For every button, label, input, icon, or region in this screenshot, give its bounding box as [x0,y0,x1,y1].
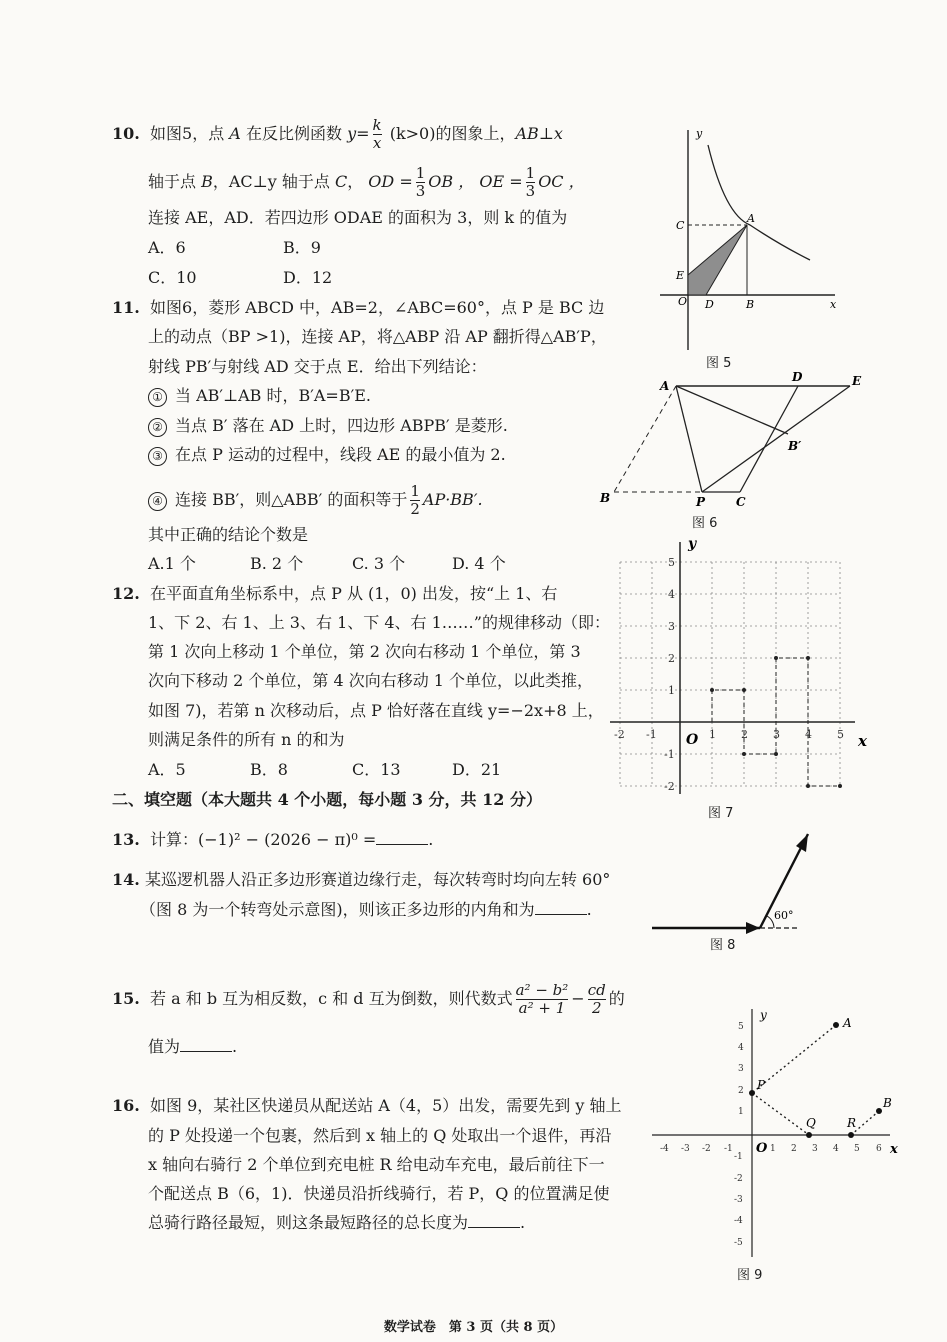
q10-option: C．10 [148,268,197,287]
fig5-label-d: D [705,298,714,311]
fig6-label-a: A [660,379,670,393]
q11-number: 11. [112,298,140,317]
q16-number: 16. [112,1096,140,1115]
fig7-ytick: -1 [664,748,675,761]
q16-line: 16. 如图 9，某社区快递员从配送站 A（4，5）出发，需要先到 y 轴上 [112,1096,622,1115]
fig9-ytick: -2 [734,1174,743,1184]
fig7-caption: 图 7 [708,806,734,821]
q11-conclusion-1: ① 当 AB′⊥AB 时，B′A=B′E. [148,386,371,407]
fig9-ytick: 2 [738,1086,744,1096]
fig9-label-y: y [760,1008,767,1022]
q10-oc: OC ， [538,172,585,191]
q15-number: 15. [112,989,140,1008]
fig7-xtick: -2 [614,728,625,741]
q16-answer-blank[interactable] [468,1213,520,1228]
fig9-ytick: 5 [738,1022,744,1032]
fig9-xtick: 5 [854,1144,860,1154]
fig6-label-d: D [792,372,803,384]
fig9-ytick: -3 [734,1195,743,1205]
page-footer: 数学试卷 第 3 页（共 8 页） [383,1320,564,1335]
fig5-label-a: A [747,212,755,225]
q10-option: A．6 [148,238,186,257]
q10-point-c: C [334,172,348,191]
fig7-ytick: 4 [668,588,675,601]
q12-number: 12. [112,584,140,603]
q10-y-eq: y= [347,124,370,143]
q10-point-b: B [201,172,213,191]
q10-line2: 轴于点 B，AC⊥y 轴于点 C， OD = $\frac{1}{3}$ OB ， OE = $\frac{1}{3}$ OC ， [148,164,585,200]
q10-od: OD = [368,172,413,191]
q12-option: D．21 [452,760,502,779]
q13-line: 13. 计算：(−1)² − (2026 − π)⁰ = . [112,830,434,849]
fig9-ytick: 4 [738,1043,744,1053]
fig6-label-b: B [600,491,611,505]
q12-line: 则满足条件的所有 n 的和为 [148,730,345,749]
fig6-label-c: C [736,495,746,509]
q10-ob: OB ， [428,172,475,191]
q16-line: x 轴向右骑行 2 个单位到充电桩 R 给电动车充电，最后前往下一 [148,1155,605,1174]
q11-option: C. 3 个 [352,554,406,573]
q13-number: 13. [112,830,140,849]
section-heading: 二、填空题（本大题共 4 个小题，每小题 3 分，共 12 分） [112,790,542,809]
q10-frac-od: $\frac{1}{3}$ [415,164,426,200]
fig7-ytick: 2 [668,652,675,665]
fig9-label-x: x [890,1142,898,1157]
q12-line: 第 1 次向上移动 1 个单位，第 2 次向右移动 1 个单位，第 3 [148,642,581,661]
fig9-xtick: -1 [724,1144,733,1154]
q11-conclusion-3: ③ 在点 P 运动的过程中，线段 AE 的最小值为 2. [148,445,506,466]
q10-option: D．12 [283,268,333,287]
fig7-xtick: 3 [773,728,780,741]
q13-text: 计算：(−1)² − (2026 − π)⁰ = [150,830,377,849]
fig9-label-r: R [847,1116,857,1130]
q10-condition: (k>0)的图象上， [389,124,516,143]
fig9-label-o: O [756,1141,768,1156]
fig5-label-c: C [676,219,685,232]
fig9-label-p: P [757,1078,766,1092]
fig6-label-p: P [696,495,706,509]
q11-conclusion-2: ② 当点 B′ 落在 AD 上时，四边形 ABPB′ 是菱形. [148,416,508,437]
q11-option: D. 4 个 [452,554,506,573]
fig5-label-e: E [676,269,685,282]
figure-7 [600,532,880,802]
q12-option: C．13 [352,760,401,779]
fig9-label-b: B [883,1096,892,1110]
q12-option: B．8 [250,760,288,779]
q12-line: 次向下移动 2 个单位，第 4 次向右移动 1 个单位，以此类推， [148,671,594,690]
fig5-label-y: y [696,127,703,140]
q16-line: 的 P 处投递一个包裹，然后到 x 轴上的 Q 处取出一个退件，再沿 [148,1126,612,1145]
q15-line1: 15. 若 a 和 b 互为相反数，c 和 d 互为倒数，则代数式 $\frac{\text{a² − b²}}{\text{a² + 1}}$ − $\frac{cd}{2}$ 的 [112,981,625,1017]
q10-point-a: A [229,124,241,143]
q10-line1 [112,117,563,152]
fig7-ytick: 3 [668,620,675,633]
fig9-xtick: 4 [833,1144,839,1154]
fig7-xtick: 2 [741,728,748,741]
q12-option: A．5 [148,760,186,779]
q10-number: 10. [112,124,140,143]
fig7-label-x: x [858,732,867,750]
figure-5 [650,125,850,365]
q10-option: B．9 [283,238,321,257]
fig5-label-b: B [746,298,755,311]
fig7-ytick: 1 [668,684,675,697]
q10-text: 在反比例函数 [245,124,342,143]
fig7-xtick: -1 [646,728,657,741]
q10-perp: AB⊥x [515,124,563,143]
figure-6 [598,372,868,512]
q14-text: 某巡逻机器人沿正多边形赛道边缘行走，每次转弯时均向左转 60° [144,870,611,889]
q14-answer-blank[interactable] [535,900,587,915]
fig9-xtick: 3 [812,1144,818,1154]
fig6-label-e: E [852,374,862,388]
fig9-xtick: 2 [791,1144,797,1154]
fig7-xtick: 4 [805,728,812,741]
figure-8 [648,828,828,938]
fig9-xtick: -2 [702,1144,711,1154]
q11-option: A.1 个 [148,554,196,573]
fig7-label-y: y [688,536,697,552]
fig5-label-o: O [678,295,688,308]
q11-line3: 射线 PB′与射线 AD 交于点 E．给出下列结论： [148,357,487,376]
q11-line2: 上的动点（BP >1)，连接 AP，将△ABP 沿 AP 翻折得△AB′P， [148,327,607,346]
fig9-ytick: 3 [738,1064,744,1074]
fig9-xtick: -4 [660,1144,669,1154]
q12-line: 如图 7)，若第 n 次移动后，点 P 恰好落在直线 y=−2x+8 上， [148,701,604,720]
q10-line3: 连接 AE，AD．若四边形 ODAE 的面积为 3，则 k 的值为 [148,208,568,227]
q12-line: 1、下 2、右 1、上 3、右 1、下 4、右 1……”的规律移动（即： [148,613,610,632]
q11-option: B. 2 个 [250,554,304,573]
fig9-xtick: -3 [681,1144,690,1154]
fig9-xtick: 6 [876,1144,882,1154]
fig7-ytick: 5 [668,556,675,569]
q15-line2: 值为 . [148,1037,238,1056]
fig7-xtick: 5 [837,728,844,741]
fig9-ytick: -1 [734,1152,743,1162]
q16-line: 个配送点 B（6，1)．快递员沿折线骑行，若 P，Q 的位置满足使 [148,1184,610,1203]
q11-text: 如图6，菱形 ABCD 中，AB=2，∠ABC=60°，点 P 是 BC 边 [150,298,605,317]
fig5-label-x: x [830,298,837,311]
fig7-xtick: 1 [709,728,716,741]
q10-oe: OE = [479,172,523,191]
q11-line1 [112,298,604,318]
fig6-label-b-prime: B′ [788,439,802,453]
q14-line2: （图 8 为一个转弯处示意图)，则该正多边形的内角和为 . [140,900,592,919]
fig9-xtick: 1 [770,1144,776,1154]
fig7-ytick: -2 [664,780,675,793]
q15-answer-blank[interactable] [180,1037,232,1052]
fig9-label-a: A [843,1016,852,1030]
q13-answer-blank[interactable] [376,830,428,845]
q10-text: 如图5，点 [150,124,225,143]
fig9-ytick: -4 [734,1216,743,1226]
q16-line: 总骑行路径最短，则这条最短路径的总长度为 . [148,1213,526,1232]
fig6-caption: 图 6 [692,516,718,531]
fig8-angle-label: 60° [774,909,794,922]
q10-fraction: $\frac{k}{x}$ [372,116,382,152]
q10-text: 轴于点 [148,172,197,191]
fig5-caption: 图 5 [706,356,732,371]
q11-ask: 其中正确的结论个数是 [148,525,309,544]
q10-frac-oe: $\frac{1}{3}$ [525,164,536,200]
fig8-caption: 图 8 [710,938,736,953]
fig9-ytick: -5 [734,1238,743,1248]
q14-number: 14. [112,870,140,889]
q11-conclusion-4: ④ 连接 BB′，则△ABB′ 的面积等于 $\frac{1}{2}$ AP·BB′. [148,483,483,518]
q14-line1 [112,870,610,890]
q12-text: 在平面直角坐标系中，点 P 从 (1，0) 出发，按“上 1、右 [150,584,558,603]
fig9-caption: 图 9 [737,1268,763,1283]
fig9-ytick: 1 [738,1107,744,1117]
fig7-label-o: O [686,732,699,748]
figure-9 [650,1005,900,1267]
q10-text: ，AC⊥y 轴于点 [212,172,330,191]
q12-line [112,584,557,604]
fig9-label-q: Q [806,1116,816,1130]
